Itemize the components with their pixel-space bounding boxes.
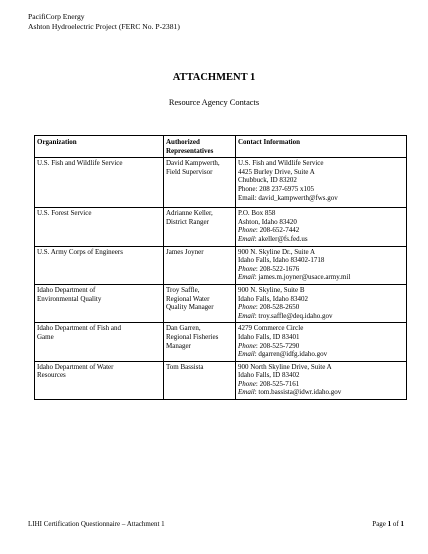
cell-representative [164,246,236,284]
phone-value: : 208-652-7442 [255,226,300,235]
table-row [35,158,407,208]
contact-line: Idaho Falls, ID 83401 [238,332,300,341]
org-line: Idaho Department of Water [37,362,114,371]
phone-label: Phone [238,379,256,388]
contact-email [238,273,404,282]
phone-value: : 208-528-2650 [255,303,300,312]
contact-phone [238,380,404,389]
rep-line: District Ranger [166,217,209,226]
org-line: U.S. Fish and Wildlife Service [37,159,123,168]
contact-phone [238,226,404,235]
contact-line: 900 North Skyline Drive, Suite A [238,362,332,371]
header-contact: Contact Information [236,136,407,158]
cell-contact [236,323,407,361]
phone-label: Phone [238,226,256,235]
email-label: Email [238,350,255,359]
rep-line: Regional Water [166,294,210,303]
cell-organization [35,208,164,246]
email-label: Email [238,311,255,320]
org-line: Idaho Department of [37,285,96,294]
rep-line: James Joyner [166,247,204,256]
email-value: : dgarren@idfg.idaho.gov [254,350,328,359]
contact-email [238,235,404,244]
header-representatives-line: Authorized [166,138,200,146]
page-total: 1 [400,520,404,528]
org-line: Game [37,332,54,341]
cell-organization [35,158,164,208]
contact-line: 900 N. Skyline, Suite B [238,285,305,294]
org-line: U.S. Army Corps of Engineers [37,247,123,256]
phone-label: Phone [238,341,256,350]
rep-line: Adrianne Keller, [166,209,213,218]
email-label: Email [238,388,255,397]
org-line: U.S. Forest Service [37,209,92,218]
table-header-row [35,136,407,158]
contact-phone [238,265,404,274]
email-value: : tom.bassista@idwr.idaho.gov [254,388,342,397]
org-line: Environmental Quality [37,294,102,303]
cell-contact [236,158,407,208]
page-prefix: Page [372,520,388,528]
rep-line: Quality Manager [166,303,214,312]
rep-line: Manager [166,341,191,350]
email-value: : james.m.joyner@usace.army.mil [254,273,351,282]
phone-label: Phone [238,303,256,312]
page-of: of [391,520,401,528]
contact-line: Idaho Falls, Idaho 83402-1718 [238,256,325,265]
table-row [35,323,407,361]
contact-line: Idaho Falls, Idaho 83402 [238,294,308,303]
org-line: Idaho Department of Fish and [37,324,121,333]
header-representatives [164,136,236,158]
cell-contact [236,284,407,322]
contact-line: Phone: 208 237-6975 x105 [238,184,315,193]
org-line: Resources [37,371,66,380]
rep-line: Troy Saffle, [166,285,200,294]
table-row [35,361,407,399]
cell-representative [164,323,236,361]
contact-line: Email: david_kampwerth@fws.gov [238,193,338,202]
phone-value: : 208-525-7290 [255,341,300,350]
rep-line: Regional Fisheries [166,332,219,341]
email-label: Email [238,273,255,282]
footer-page-number [372,520,404,528]
cell-representative [164,158,236,208]
cell-representative [164,361,236,399]
email-value: : akeller@fs.fed.us [254,234,308,243]
contact-email [238,388,404,397]
contact-line: Idaho Falls, ID 83402 [238,371,300,380]
rep-line: Tom Bassista [166,362,204,371]
cell-organization [35,323,164,361]
header-project: Ashton Hydroelectric Project (FERC No. P-2381) [28,22,180,31]
email-value: : troy.saffle@deq.idaho.gov [254,311,333,320]
contact-phone [238,342,404,351]
table-row [35,246,407,284]
contact-line: Chubbuck, ID 83202 [238,176,297,185]
page-title: ATTACHMENT 1 [172,72,256,83]
phone-value: : 208-525-7161 [255,379,300,388]
cell-representative [164,208,236,246]
header-company: PacifiCorp Energy [28,12,85,21]
cell-contact [236,246,407,284]
page-current: 1 [387,520,392,528]
document-header [28,12,180,32]
cell-contact [236,361,407,399]
footer-document-name: LIHI Certification Questionnaire – Attachment 1 [28,520,165,528]
phone-label: Phone [238,264,256,273]
contact-email [238,312,404,321]
page-subtitle: Resource Agency Contacts [168,98,260,107]
contact-phone [238,303,404,312]
rep-line: David Kampwerth, [166,159,220,168]
cell-organization [35,284,164,322]
cell-contact [236,208,407,246]
phone-value: : 208-522-1676 [255,264,300,273]
rep-line: Field Supervisor [166,167,213,176]
cell-organization [35,246,164,284]
rep-line: Dan Garren, [166,324,201,333]
contact-email [238,350,404,359]
contact-line: U.S. Fish and Wildlife Service [238,159,324,168]
cell-representative [164,284,236,322]
contact-line: 4425 Burley Drive, Suite A [238,167,315,176]
contacts-table [34,135,407,400]
contact-line: 900 N. Skyline Dr., Suite A [238,247,316,256]
contact-line: 4279 Commerce Circle [238,324,304,333]
email-label: Email [238,234,255,243]
header-organization: Organization [35,136,164,158]
contact-line: P.O. Box 858 [238,209,276,218]
table-row [35,208,407,246]
header-representatives-line: Representatives [166,146,214,155]
cell-organization [35,361,164,399]
table-row [35,284,407,322]
contact-line: Ashton, Idaho 83420 [238,217,297,226]
